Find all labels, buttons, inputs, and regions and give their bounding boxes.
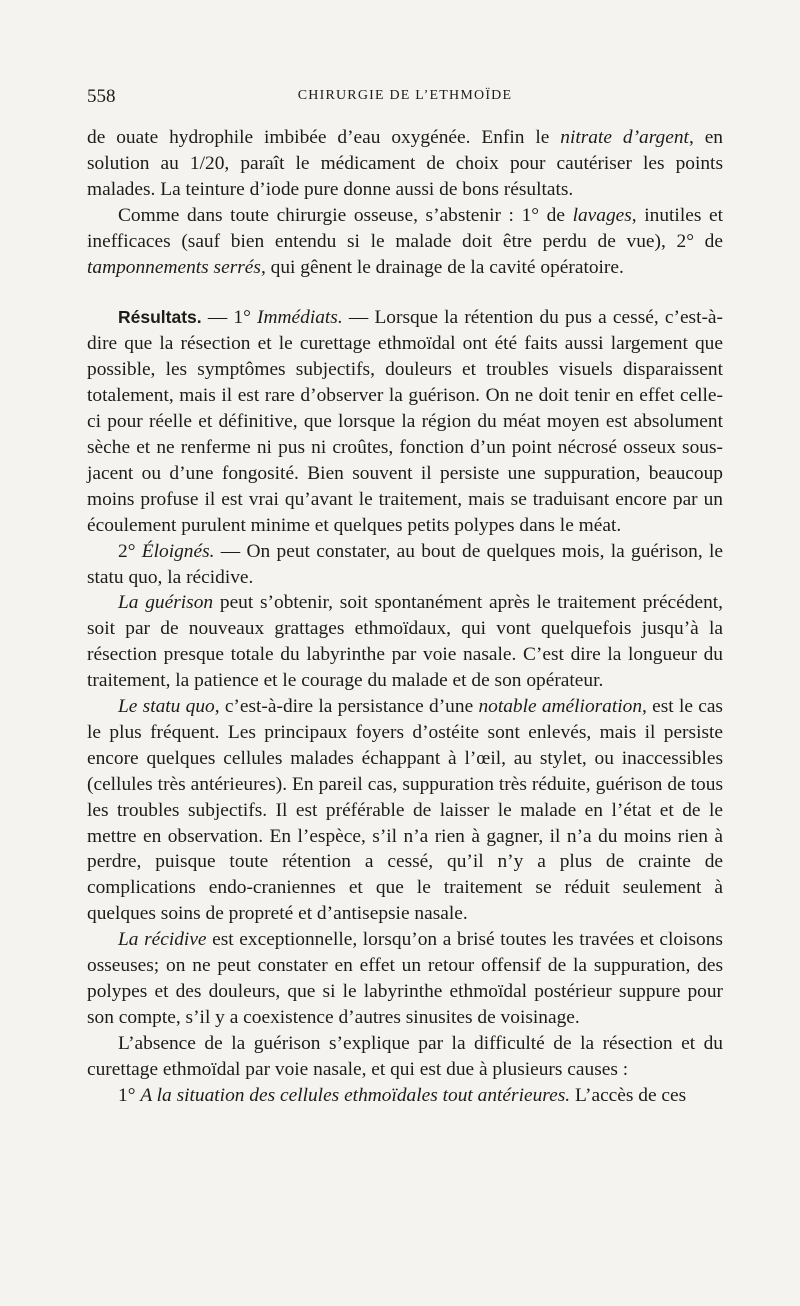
paragraph-absence-guerison: L’absence de la guérison s’explique par la difficulté de la résection et du curettage ethmoïdal par voie nasale, et qui est due à plusieurs causes : <box>87 1032 723 1080</box>
body-text <box>87 125 723 1109</box>
paragraph-resultats: Résultats. — 1° Immédiats. — Lorsque la rétention du pus a cessé, c’est-à-dire que la résection et le curettage ethmoïdal ont été faits aussi largement que possible, les symptômes subjectifs, douleurs et troubles visuels disparaissent totalement, mais il est rare d’observer la guérison. On ne doit tenir en effet celle-ci pour réelle et définitive, que lorsque la région du méat moyen est absolument sèche et ne renferme ni pus ni croûtes, fonction d’un point nécrosé osseux sous-jacent ou d’une fongosité. Bien souvent il persiste une suppuration, beaucoup moins profuse il est vrai qu’avant le traitement, mais se traduisant encore par un écoulement purulent minime et quelques petits polypes dans le méat. <box>87 307 724 536</box>
page-header <box>87 86 723 110</box>
paragraph-guerison: La guérison peut s’obtenir, soit spontanément après le traitement précédent, soit par de nouveaux grattages ethmoïdaux, qui vont quelquefois jusqu’à la résection presque totale du labyrinthe par voie nasale. C’est dire la longueur du traitement, la patience et le courage du malade et de son opérateur. <box>87 592 723 692</box>
page-number: 558 <box>87 86 116 107</box>
paragraph-recidive: La récidive est exceptionnelle, lorsqu’on a brisé toutes les travées et cloisons osseuses; on ne peut constater en effet un retour offensif de la suppuration, des polypes et des douleurs, que si le labyrinthe ethmoïdal postérieur suppure pour son compte, s’il y a coexistence d’autres sinusites de voisinage. <box>87 929 723 1028</box>
paragraph-situation-cellules: 1° A la situation des cellules ethmoïdales tout antérieures. L’accès de ces <box>118 1084 687 1106</box>
section-gap <box>87 280 723 305</box>
paragraph-chirurgie-osseuse: Comme dans toute chirurgie osseuse, s’abstenir : 1° de lavages, inutiles et inefficaces (sauf bien entendu si le malade doit être perdu de vue), 2° de tamponnements serrés, qui gênent le drainage de la cavité opératoire. <box>87 204 723 278</box>
paragraph-eloignes: 2° Éloignés. — On peut constater, au bout de quelques mois, la guérison, le statu quo, la récidive. <box>87 540 723 588</box>
paragraph-statu-quo: Le statu quo, c’est-à-dire la persistance d’une notable amélioration, est le cas le plus fréquent. Les principaux foyers d’ostéite sont enlevés, mais il persiste encore quelques cellules malades échappant à l’œil, au stylet, ou inaccessibles (cellules très antérieures). En pareil cas, suppuration très réduite, guérison de tous les troubles subjectifs. Il est préférable de laisser le malade en l’état et de le mettre en observation. En l’espèce, s’il n’a rien à gagner, il n’a du moins rien à perdre, puisque toute rétention a cessé, qu’il n’y a plus de crainte de complications endo-craniennes et que le traitement se réduit seulement à quelques soins de propreté et d’antisepsie nasale. <box>87 696 723 925</box>
section-heading-resultats: Résultats. <box>118 307 202 328</box>
running-title: CHIRURGIE DE L’ETHMOÏDE <box>297 88 513 103</box>
paragraph-ouate: de ouate hydrophile imbibée d’eau oxygénée. Enfin le nitrate d’argent, en solution au 1/20, paraît le médicament de choix pour cautériser les points malades. La teinture d’iode pure donne aussi de bons résultats. <box>87 127 723 200</box>
